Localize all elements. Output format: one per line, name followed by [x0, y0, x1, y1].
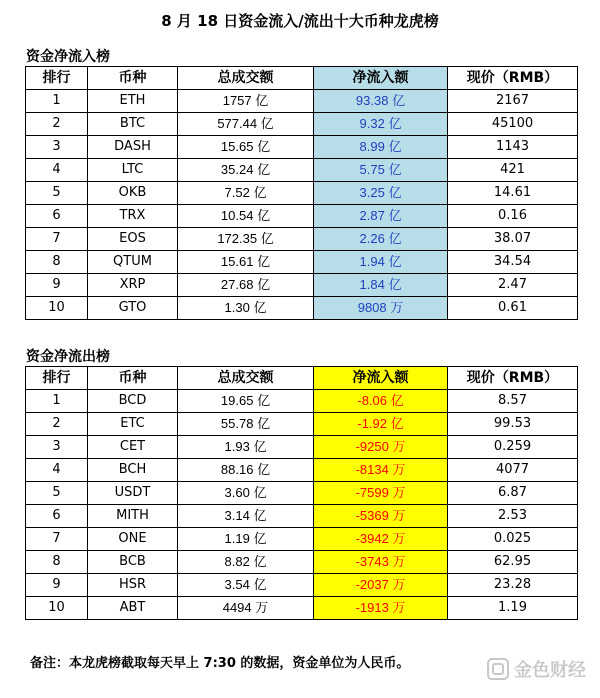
net-flow-cell: 1.94 亿 — [314, 251, 448, 274]
table-row — [26, 113, 578, 136]
table-row — [26, 413, 578, 436]
price-cell: 0.16 — [448, 205, 578, 228]
rank-cell: 10 — [26, 297, 88, 320]
table-row — [26, 390, 578, 413]
net-flow-cell: -3743 万 — [314, 551, 448, 574]
header-net-flow: 净流入额 — [314, 367, 448, 390]
table-row — [26, 136, 578, 159]
volume-cell: 3.54 亿 — [178, 574, 314, 597]
rank-cell: 6 — [26, 205, 88, 228]
coin-cell: ETC — [88, 413, 178, 436]
volume-cell: 1.30 亿 — [178, 297, 314, 320]
header-coin: 币种 — [88, 67, 178, 90]
volume-cell: 7.52 亿 — [178, 182, 314, 205]
volume-cell: 15.61 亿 — [178, 251, 314, 274]
net-flow-cell: -8.06 亿 — [314, 390, 448, 413]
price-cell: 34.54 — [448, 251, 578, 274]
volume-cell: 1.93 亿 — [178, 436, 314, 459]
rank-cell: 1 — [26, 90, 88, 113]
header-rank: 排行 — [26, 67, 88, 90]
rank-cell: 3 — [26, 136, 88, 159]
price-cell: 38.07 — [448, 228, 578, 251]
price-cell: 0.259 — [448, 436, 578, 459]
volume-cell: 172.35 亿 — [178, 228, 314, 251]
coin-cell: GTO — [88, 297, 178, 320]
net-flow-cell: -7599 万 — [314, 482, 448, 505]
table-row — [26, 574, 578, 597]
table-row — [26, 482, 578, 505]
table-row — [26, 274, 578, 297]
volume-cell: 1757 亿 — [178, 90, 314, 113]
coin-cell: OKB — [88, 182, 178, 205]
table-row — [26, 182, 578, 205]
net-flow-cell: 8.99 亿 — [314, 136, 448, 159]
watermark — [487, 656, 586, 682]
table-header-row — [26, 367, 578, 390]
volume-cell: 55.78 亿 — [178, 413, 314, 436]
volume-cell: 19.65 亿 — [178, 390, 314, 413]
price-cell: 8.57 — [448, 390, 578, 413]
volume-cell: 1.19 亿 — [178, 528, 314, 551]
table-header-row — [26, 67, 578, 90]
price-cell: 2.47 — [448, 274, 578, 297]
rank-cell: 9 — [26, 274, 88, 297]
header-price: 现价（RMB） — [448, 67, 578, 90]
volume-cell: 3.14 亿 — [178, 505, 314, 528]
price-cell: 4077 — [448, 459, 578, 482]
coin-cell: HSR — [88, 574, 178, 597]
inflow-section-label: 资金净流入榜 — [26, 49, 110, 65]
coin-cell: DASH — [88, 136, 178, 159]
coin-cell: BTC — [88, 113, 178, 136]
table-row — [26, 297, 578, 320]
coin-cell: ETH — [88, 90, 178, 113]
price-cell: 45100 — [448, 113, 578, 136]
table-row — [26, 505, 578, 528]
price-cell: 2167 — [448, 90, 578, 113]
price-cell: 2.53 — [448, 505, 578, 528]
volume-cell: 15.65 亿 — [178, 136, 314, 159]
table-row — [26, 159, 578, 182]
net-flow-cell: 2.26 亿 — [314, 228, 448, 251]
price-cell: 0.025 — [448, 528, 578, 551]
coin-cell: XRP — [88, 274, 178, 297]
coin-cell: LTC — [88, 159, 178, 182]
coin-cell: ABT — [88, 597, 178, 620]
net-flow-cell: 3.25 亿 — [314, 182, 448, 205]
rank-cell: 8 — [26, 551, 88, 574]
rank-cell: 7 — [26, 228, 88, 251]
header-rank: 排行 — [26, 367, 88, 390]
header-volume: 总成交额 — [178, 367, 314, 390]
price-cell: 1.19 — [448, 597, 578, 620]
header-volume: 总成交额 — [178, 67, 314, 90]
price-cell: 0.61 — [448, 297, 578, 320]
rank-cell: 6 — [26, 505, 88, 528]
outflow-section-label: 资金净流出榜 — [26, 349, 110, 365]
price-cell: 99.53 — [448, 413, 578, 436]
volume-cell: 4494 万 — [178, 597, 314, 620]
coin-cell: BCD — [88, 390, 178, 413]
net-flow-cell: -9250 万 — [314, 436, 448, 459]
volume-cell: 35.24 亿 — [178, 159, 314, 182]
net-flow-cell: -5369 万 — [314, 505, 448, 528]
coin-cell: BCH — [88, 459, 178, 482]
coin-cell: QTUM — [88, 251, 178, 274]
volume-cell: 3.60 亿 — [178, 482, 314, 505]
net-flow-cell: 2.87 亿 — [314, 205, 448, 228]
footer-note: 备注：本龙虎榜截取每天早上 7:30 的数据，资金单位为人民币。 — [30, 656, 410, 671]
net-flow-cell: -1913 万 — [314, 597, 448, 620]
volume-cell: 88.16 亿 — [178, 459, 314, 482]
price-cell: 6.87 — [448, 482, 578, 505]
rank-cell: 5 — [26, 182, 88, 205]
coin-cell: TRX — [88, 205, 178, 228]
rank-cell: 4 — [26, 459, 88, 482]
header-price: 现价（RMB） — [448, 367, 578, 390]
net-flow-cell: 93.38 亿 — [314, 90, 448, 113]
net-flow-cell: 1.84 亿 — [314, 274, 448, 297]
header-coin: 币种 — [88, 367, 178, 390]
price-cell: 23.28 — [448, 574, 578, 597]
inflow-table — [25, 66, 578, 320]
net-flow-cell: 5.75 亿 — [314, 159, 448, 182]
price-cell: 421 — [448, 159, 578, 182]
rank-cell: 1 — [26, 390, 88, 413]
watermark-text: 金色财经 — [514, 660, 586, 681]
rank-cell: 9 — [26, 574, 88, 597]
coin-cell: MITH — [88, 505, 178, 528]
volume-cell: 8.82 亿 — [178, 551, 314, 574]
coin-cell: CET — [88, 436, 178, 459]
rank-cell: 2 — [26, 113, 88, 136]
rank-cell: 10 — [26, 597, 88, 620]
table-row — [26, 528, 578, 551]
coin-cell: USDT — [88, 482, 178, 505]
price-cell: 62.95 — [448, 551, 578, 574]
table-row — [26, 251, 578, 274]
table-row — [26, 90, 578, 113]
price-cell: 14.61 — [448, 182, 578, 205]
volume-cell: 577.44 亿 — [178, 113, 314, 136]
net-flow-cell: 9808 万 — [314, 297, 448, 320]
rank-cell: 5 — [26, 482, 88, 505]
header-net-flow: 净流入额 — [314, 67, 448, 90]
rank-cell: 8 — [26, 251, 88, 274]
table-row — [26, 597, 578, 620]
table-row — [26, 205, 578, 228]
net-flow-cell: -8134 万 — [314, 459, 448, 482]
net-flow-cell: -3942 万 — [314, 528, 448, 551]
table-row — [26, 436, 578, 459]
volume-cell: 27.68 亿 — [178, 274, 314, 297]
page-title: 8 月 18 日资金流入/流出十大币种龙虎榜 — [161, 12, 439, 30]
table-row — [26, 459, 578, 482]
net-flow-cell: 9.32 亿 — [314, 113, 448, 136]
rank-cell: 4 — [26, 159, 88, 182]
rank-cell: 2 — [26, 413, 88, 436]
coin-cell: EOS — [88, 228, 178, 251]
price-cell: 1143 — [448, 136, 578, 159]
jinse-logo-icon — [487, 658, 509, 680]
rank-cell: 3 — [26, 436, 88, 459]
table-row — [26, 228, 578, 251]
volume-cell: 10.54 亿 — [178, 205, 314, 228]
coin-cell: ONE — [88, 528, 178, 551]
net-flow-cell: -1.92 亿 — [314, 413, 448, 436]
rank-cell: 7 — [26, 528, 88, 551]
coin-cell: BCB — [88, 551, 178, 574]
outflow-table — [25, 366, 578, 620]
table-row — [26, 551, 578, 574]
net-flow-cell: -2037 万 — [314, 574, 448, 597]
